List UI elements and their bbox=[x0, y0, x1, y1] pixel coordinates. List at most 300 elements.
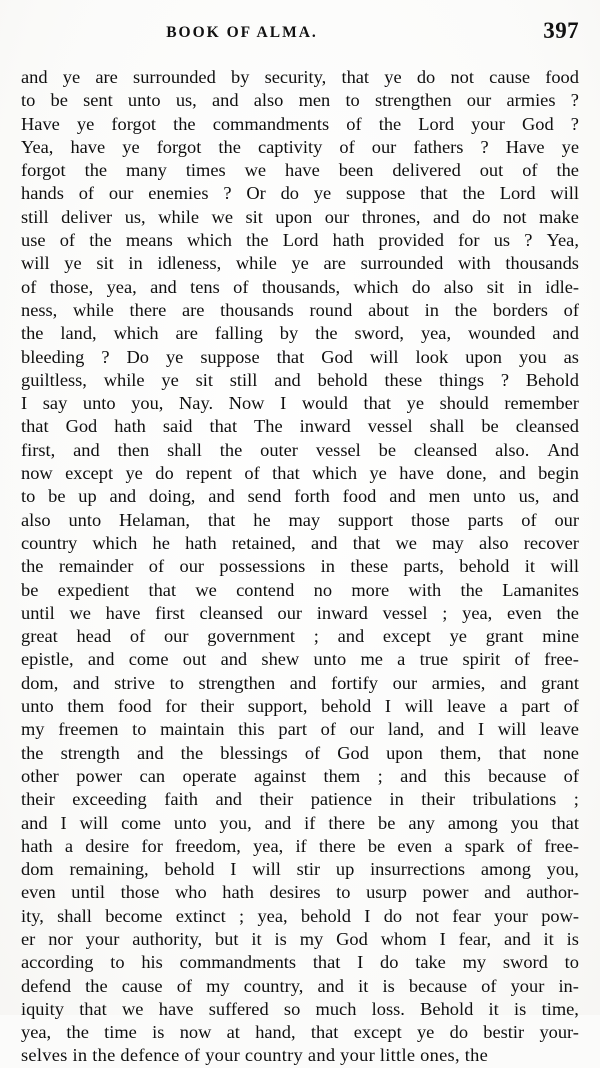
text-word: take bbox=[415, 952, 446, 973]
text-word: so bbox=[283, 998, 301, 1019]
text-word: the bbox=[21, 323, 44, 344]
text-word: I bbox=[280, 393, 287, 414]
text-word: of bbox=[320, 719, 336, 740]
text-word: it bbox=[543, 928, 554, 949]
text-word: Nay. bbox=[179, 393, 214, 414]
text-word: yea, bbox=[257, 905, 288, 926]
text-word: our bbox=[277, 602, 303, 623]
text-word: do bbox=[280, 183, 299, 204]
text-word: tens bbox=[190, 276, 220, 297]
text-word: begin bbox=[538, 463, 579, 484]
text-word: and bbox=[317, 975, 345, 996]
text-word: ye bbox=[416, 1022, 435, 1043]
text-word: you bbox=[518, 346, 547, 367]
text-word: ye bbox=[406, 393, 425, 414]
text-word: hand, bbox=[255, 1022, 296, 1043]
text-word: ye bbox=[76, 113, 95, 134]
text-word: leave bbox=[540, 719, 579, 740]
text-word: which bbox=[353, 276, 399, 297]
text-word: if bbox=[295, 835, 307, 856]
text-word: would bbox=[301, 393, 348, 414]
text-line bbox=[21, 369, 579, 392]
text-word: are bbox=[95, 67, 118, 87]
text-word: which bbox=[186, 230, 232, 251]
text-word: Behold bbox=[525, 369, 579, 390]
text-word: ; bbox=[573, 789, 579, 810]
text-word: ye bbox=[449, 626, 467, 647]
text-line-content: selves in the defence of your country and your little ones, the bbox=[21, 1045, 489, 1066]
text-line bbox=[21, 975, 579, 998]
text-word: strength bbox=[60, 742, 120, 763]
text-word: those, bbox=[49, 276, 94, 297]
text-word: desire bbox=[85, 835, 130, 856]
text-word: yea, bbox=[462, 602, 493, 623]
text-word: you, bbox=[219, 812, 252, 833]
text-word: contend bbox=[236, 579, 295, 600]
text-word: ? bbox=[480, 136, 489, 157]
text-word: said bbox=[162, 416, 193, 437]
text-line bbox=[21, 439, 579, 462]
text-line bbox=[21, 602, 579, 625]
text-word: God bbox=[65, 416, 98, 437]
text-word: the bbox=[173, 113, 196, 134]
text-word: delivered bbox=[392, 160, 461, 181]
text-word: and bbox=[136, 742, 164, 763]
text-word: I bbox=[60, 812, 67, 833]
text-word: in bbox=[517, 276, 532, 297]
text-word: ye bbox=[64, 253, 82, 274]
text-word: your bbox=[471, 113, 505, 134]
text-word: thousands, bbox=[261, 276, 341, 297]
text-word: against bbox=[253, 765, 307, 786]
text-word: us, bbox=[175, 90, 197, 111]
text-word: out bbox=[182, 649, 207, 670]
text-word: and bbox=[21, 812, 48, 833]
text-word: pow- bbox=[541, 905, 579, 926]
text-word: also. bbox=[495, 439, 530, 460]
text-line bbox=[21, 89, 579, 112]
text-word: and bbox=[150, 276, 177, 297]
text-word: be bbox=[481, 416, 499, 437]
text-word: and bbox=[215, 789, 243, 810]
text-word: first, bbox=[21, 439, 56, 460]
text-word: part bbox=[521, 696, 550, 717]
text-word: the bbox=[219, 439, 243, 460]
text-word: of bbox=[59, 230, 76, 251]
text-word: that bbox=[21, 416, 49, 437]
text-word: in bbox=[389, 789, 404, 810]
text-word: country, bbox=[243, 975, 304, 996]
text-word: to bbox=[345, 90, 360, 111]
text-word: send bbox=[247, 486, 282, 507]
text-word: authority, bbox=[132, 928, 203, 949]
text-word: God bbox=[321, 346, 353, 367]
text-word: the bbox=[85, 975, 108, 996]
text-line bbox=[21, 485, 579, 508]
text-word: with bbox=[408, 579, 442, 600]
text-word: power bbox=[76, 765, 123, 786]
text-word: of bbox=[129, 626, 146, 647]
text-word: freemen bbox=[58, 719, 119, 740]
text-word: our bbox=[179, 556, 205, 577]
running-head bbox=[21, 18, 579, 50]
text-word: the bbox=[315, 323, 338, 344]
text-word: a bbox=[64, 835, 74, 856]
text-word: come bbox=[128, 649, 169, 670]
page-number: 397 bbox=[543, 18, 579, 43]
text-word: our bbox=[108, 183, 134, 204]
text-word: a bbox=[397, 649, 406, 670]
text-word: unto bbox=[173, 812, 207, 833]
text-word: the bbox=[180, 742, 204, 763]
text-word: loss. bbox=[371, 998, 405, 1019]
text-word: and bbox=[109, 486, 137, 507]
text-word: also bbox=[21, 509, 51, 530]
text-line bbox=[21, 928, 579, 951]
text-word: captivity bbox=[257, 136, 323, 157]
text-word: of bbox=[514, 649, 530, 670]
page-title: BOOK OF ALMA. bbox=[166, 24, 318, 41]
text-word: be bbox=[48, 486, 66, 507]
text-word: Behold bbox=[420, 998, 474, 1019]
text-line bbox=[21, 579, 579, 602]
text-word: I bbox=[439, 928, 446, 949]
text-word: our bbox=[163, 626, 189, 647]
text-word: things bbox=[439, 369, 485, 390]
text-word: we bbox=[69, 602, 91, 623]
text-word: me bbox=[360, 649, 383, 670]
text-word: behold bbox=[164, 859, 215, 880]
text-word: our bbox=[349, 719, 375, 740]
text-word: behold bbox=[459, 556, 510, 577]
text-word: inward bbox=[316, 602, 368, 623]
text-word: to bbox=[21, 90, 36, 111]
text-word: faith bbox=[164, 789, 198, 810]
text-line bbox=[21, 835, 579, 858]
text-word: armies bbox=[506, 90, 556, 111]
text-word: even bbox=[21, 882, 56, 903]
text-word: for bbox=[141, 835, 163, 856]
text-word: guiltless, bbox=[21, 369, 87, 390]
text-word: ? bbox=[223, 183, 232, 204]
text-line bbox=[21, 951, 579, 974]
text-word: become bbox=[105, 905, 163, 926]
text-word: mine bbox=[542, 626, 579, 647]
text-word: by bbox=[231, 67, 250, 87]
text-word: them bbox=[67, 696, 105, 717]
text-word: that bbox=[498, 742, 527, 763]
text-line bbox=[21, 462, 579, 485]
text-word: inward bbox=[299, 416, 351, 437]
text-word: ? bbox=[524, 230, 533, 251]
text-word: cleansed bbox=[515, 416, 579, 437]
text-word: my bbox=[462, 952, 487, 973]
text-word: it bbox=[524, 556, 535, 577]
text-word: ye bbox=[369, 463, 387, 484]
text-word: up bbox=[78, 486, 97, 507]
text-word: ity, bbox=[21, 905, 44, 926]
text-word: yea, bbox=[253, 835, 284, 856]
text-word: a bbox=[499, 696, 508, 717]
text-word: I bbox=[384, 696, 392, 717]
text-word: hands bbox=[21, 183, 64, 204]
text-word: ye bbox=[384, 67, 402, 87]
text-word: we bbox=[122, 998, 144, 1019]
text-word: that bbox=[363, 393, 392, 414]
text-line bbox=[21, 672, 579, 695]
text-word: while bbox=[158, 206, 200, 227]
text-word: your bbox=[510, 975, 545, 996]
text-word: cause bbox=[489, 67, 531, 87]
text-word: thousands bbox=[220, 299, 294, 320]
text-word: times bbox=[185, 160, 226, 181]
text-word: yea, bbox=[420, 323, 452, 344]
text-word: men bbox=[298, 90, 331, 111]
text-word: and bbox=[484, 882, 511, 903]
text-word: leave bbox=[447, 696, 486, 717]
text-word: and bbox=[220, 649, 248, 670]
text-word: it bbox=[488, 998, 499, 1019]
text-line bbox=[21, 765, 579, 788]
text-word: usurp bbox=[366, 882, 407, 903]
text-word: it bbox=[251, 928, 262, 949]
text-word: will bbox=[369, 346, 399, 367]
text-word: that bbox=[310, 1022, 339, 1043]
text-word: to bbox=[21, 486, 36, 507]
text-line bbox=[21, 229, 579, 252]
text-word: because bbox=[488, 765, 547, 786]
text-word: except bbox=[382, 626, 431, 647]
text-word: ye bbox=[291, 253, 309, 274]
text-word: be bbox=[378, 439, 397, 460]
text-word: doing, bbox=[148, 486, 196, 507]
text-word: of bbox=[521, 509, 537, 530]
text-word: of bbox=[176, 975, 193, 996]
text-word: grant bbox=[541, 672, 579, 693]
text-word: deliver bbox=[61, 206, 113, 227]
text-word: Do bbox=[126, 346, 149, 367]
text-word: out bbox=[479, 160, 504, 181]
text-word: cleansed bbox=[199, 602, 263, 623]
text-word: grant bbox=[485, 626, 524, 647]
text-line bbox=[21, 625, 579, 648]
text-word: are bbox=[182, 299, 205, 320]
text-line bbox=[21, 998, 579, 1021]
text-word: time, bbox=[541, 998, 579, 1019]
text-word: the bbox=[21, 556, 44, 577]
text-word: our bbox=[392, 672, 418, 693]
text-word: stir bbox=[296, 859, 321, 880]
text-word: yea, bbox=[21, 1022, 52, 1043]
text-word: Lord bbox=[499, 183, 536, 204]
text-line bbox=[21, 415, 579, 438]
text-word: remaining, bbox=[69, 859, 149, 880]
text-word: even bbox=[506, 602, 542, 623]
text-word: to bbox=[110, 952, 125, 973]
text-word: suppose bbox=[200, 346, 260, 367]
text-word: their bbox=[200, 696, 235, 717]
text-word: in bbox=[128, 253, 143, 274]
text-word: tribulations bbox=[472, 789, 557, 810]
text-word: of bbox=[522, 160, 538, 181]
text-line bbox=[21, 695, 579, 718]
text-word: hath bbox=[185, 532, 217, 553]
text-word: there bbox=[328, 812, 366, 833]
text-line bbox=[21, 881, 579, 904]
text-word: and bbox=[499, 672, 527, 693]
text-word: and bbox=[289, 672, 317, 693]
text-word: unto bbox=[68, 509, 102, 530]
text-word: Lord bbox=[418, 113, 455, 134]
text-word: that bbox=[341, 67, 370, 87]
text-word: is bbox=[566, 928, 579, 949]
text-word: and bbox=[433, 206, 460, 227]
text-word: and bbox=[499, 463, 526, 484]
text-word: that bbox=[272, 463, 300, 484]
text-word: Yea, bbox=[21, 136, 54, 157]
text-word: because bbox=[408, 975, 468, 996]
text-word: of bbox=[481, 975, 497, 996]
text-word: part bbox=[278, 719, 307, 740]
text-word: which bbox=[113, 323, 159, 344]
text-word: he bbox=[152, 532, 170, 553]
text-word: these bbox=[350, 556, 389, 577]
text-word: not bbox=[503, 206, 527, 227]
text-word: of bbox=[304, 742, 321, 763]
text-word: of bbox=[21, 276, 37, 297]
text-word: government bbox=[207, 626, 296, 647]
text-word: Have bbox=[505, 136, 545, 157]
text-word: author- bbox=[526, 882, 579, 903]
text-word: will bbox=[252, 859, 281, 880]
text-word: these bbox=[384, 369, 423, 390]
text-word: then bbox=[117, 439, 150, 460]
text-word: sit bbox=[486, 276, 505, 297]
text-word: while bbox=[235, 253, 277, 274]
text-word: retained, bbox=[231, 532, 296, 553]
text-word: no bbox=[313, 579, 333, 600]
text-word: food bbox=[117, 696, 152, 717]
text-word: dom, bbox=[21, 672, 59, 693]
text-word: behold bbox=[321, 696, 372, 717]
text-word: have bbox=[70, 136, 106, 157]
text-word: my bbox=[206, 975, 230, 996]
text-line bbox=[21, 182, 579, 205]
text-word: do bbox=[449, 1022, 469, 1043]
text-word: possessions bbox=[219, 556, 306, 577]
text-word: bleeding bbox=[21, 346, 85, 367]
text-word: exceeding bbox=[72, 789, 147, 810]
text-word: cleansed bbox=[413, 439, 478, 460]
text-word: among bbox=[447, 812, 498, 833]
text-word: that bbox=[352, 532, 381, 553]
text-word: strengthen bbox=[374, 90, 452, 111]
text-word: shall bbox=[429, 416, 465, 437]
text-word: ye bbox=[561, 136, 579, 157]
text-word: much bbox=[315, 998, 357, 1019]
text-word: that bbox=[148, 579, 177, 600]
text-word: land, bbox=[60, 323, 97, 344]
text-word: he bbox=[253, 509, 271, 530]
text-line bbox=[21, 392, 579, 415]
text-word: forgot bbox=[111, 113, 157, 134]
text-word: our bbox=[324, 206, 350, 227]
text-word: while bbox=[103, 369, 145, 390]
text-word: that bbox=[312, 952, 341, 973]
text-word: Lamanites bbox=[502, 579, 579, 600]
text-word: And bbox=[547, 439, 579, 460]
text-word: fathers bbox=[413, 136, 464, 157]
text-word: and bbox=[552, 323, 579, 344]
text-word: vessel bbox=[367, 416, 413, 437]
text-word: them, bbox=[439, 742, 482, 763]
text-word: for bbox=[458, 230, 480, 251]
text-word: unto bbox=[127, 90, 161, 111]
text-line bbox=[21, 276, 579, 299]
text-word: provided bbox=[378, 230, 444, 251]
text-word: yea, bbox=[106, 276, 137, 297]
text-line bbox=[21, 299, 579, 322]
text-word: do bbox=[155, 463, 174, 484]
text-word: of bbox=[78, 183, 95, 204]
text-word: Yea, bbox=[546, 230, 579, 251]
text-word: up bbox=[335, 859, 355, 880]
text-line bbox=[21, 159, 579, 182]
text-word: operate bbox=[182, 765, 237, 786]
text-word: God bbox=[521, 113, 554, 134]
text-word: free- bbox=[544, 835, 579, 856]
text-word: and bbox=[310, 532, 338, 553]
text-word: those bbox=[120, 882, 160, 903]
text-word: us, bbox=[518, 486, 540, 507]
text-word: come bbox=[121, 812, 161, 833]
text-word: armies, bbox=[431, 672, 486, 693]
text-line bbox=[21, 532, 579, 555]
text-word: ; bbox=[442, 602, 448, 623]
text-word: suppose bbox=[345, 183, 406, 204]
text-word: the bbox=[556, 602, 579, 623]
text-word: fear bbox=[452, 905, 481, 926]
text-word: ye bbox=[313, 183, 332, 204]
text-word: be bbox=[50, 90, 68, 111]
text-word: our bbox=[466, 90, 492, 111]
text-word: our bbox=[554, 509, 579, 530]
text-line bbox=[21, 252, 579, 275]
text-word: many bbox=[126, 160, 167, 181]
text-word: that bbox=[79, 998, 107, 1019]
text-line bbox=[21, 905, 579, 928]
text-word: The bbox=[254, 416, 283, 437]
text-word: also bbox=[478, 532, 509, 553]
text-word: which bbox=[312, 463, 358, 484]
text-word: that bbox=[551, 812, 579, 833]
text-word: and bbox=[274, 369, 301, 390]
text-word: is bbox=[514, 998, 527, 1019]
text-word: and bbox=[400, 765, 427, 786]
text-word: defend bbox=[21, 975, 72, 996]
text-word: of bbox=[563, 696, 579, 717]
text-line bbox=[21, 812, 579, 835]
text-word: wounded bbox=[468, 323, 536, 344]
text-line bbox=[21, 509, 579, 532]
text-word: the bbox=[556, 160, 579, 181]
text-word: our bbox=[371, 136, 397, 157]
text-word: we bbox=[195, 579, 217, 600]
text-line bbox=[21, 555, 579, 578]
text-word: ye bbox=[165, 346, 184, 367]
text-line bbox=[21, 648, 579, 671]
text-word: of bbox=[244, 463, 260, 484]
